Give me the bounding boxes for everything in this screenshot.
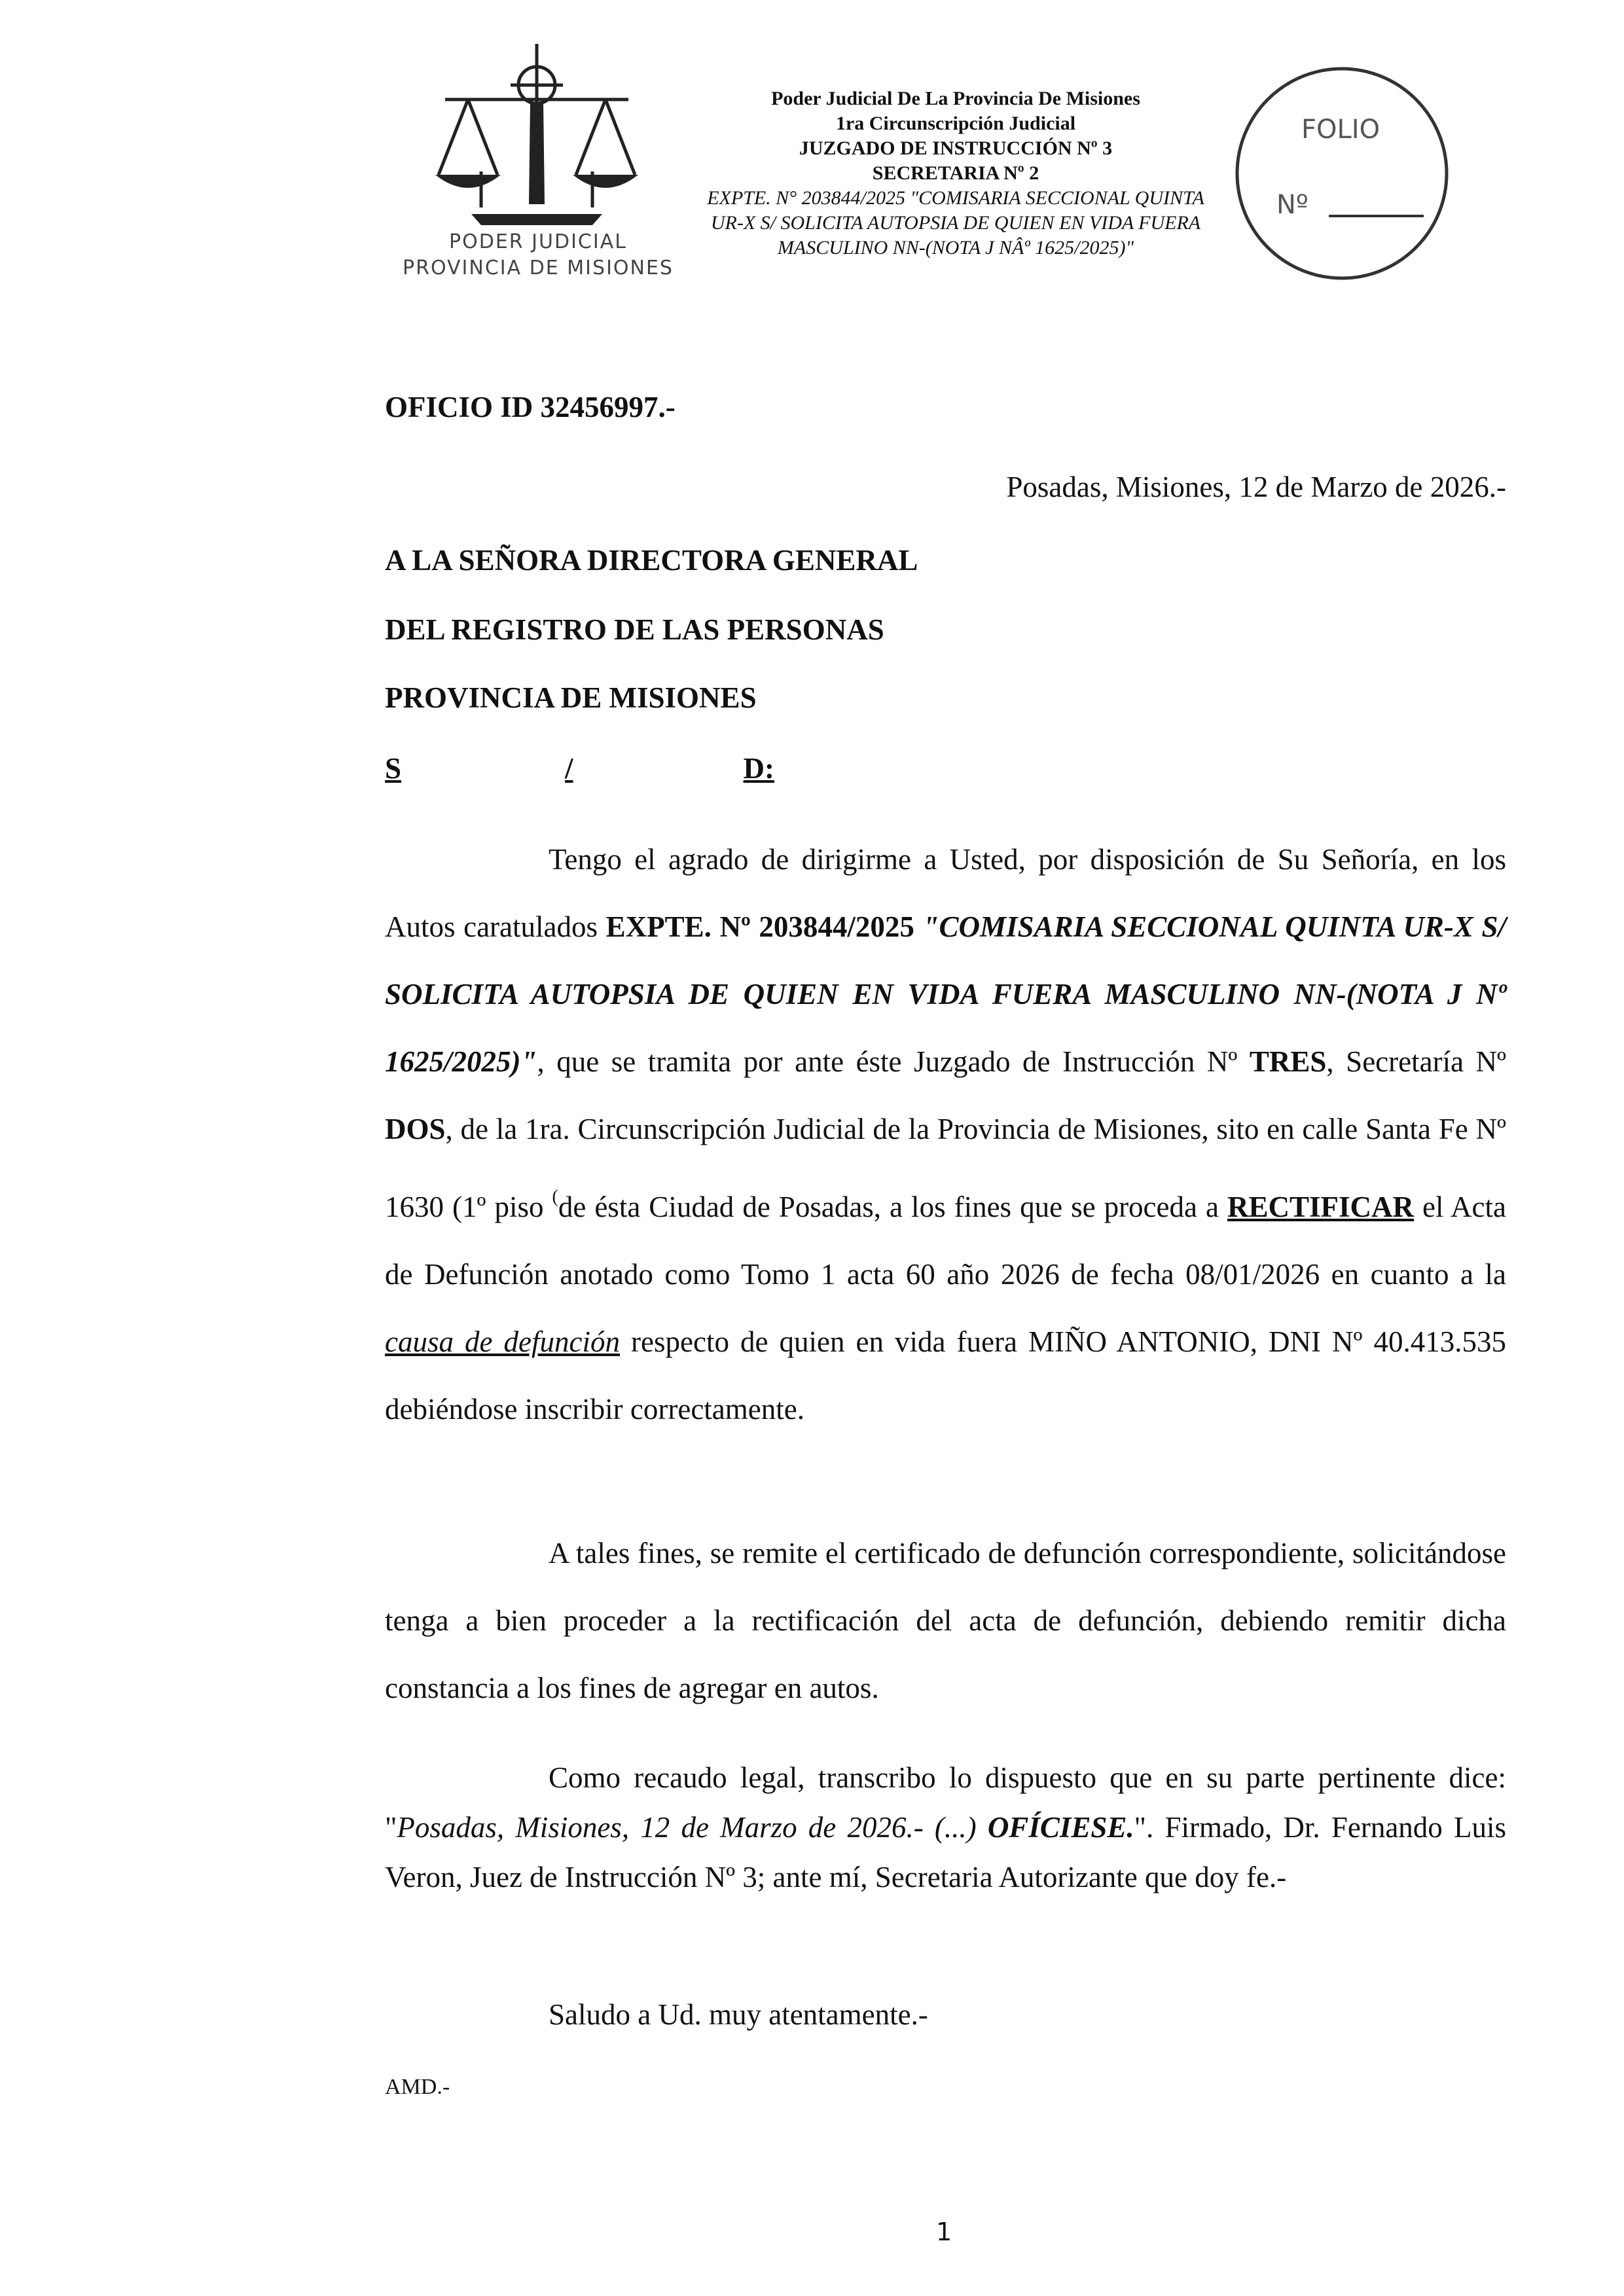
addressee-line-3: PROVINCIA DE MISIONES [385, 681, 757, 714]
sd-d: D: [743, 752, 775, 785]
folio-circle [1231, 62, 1453, 285]
folio-label: FOLIO [1301, 115, 1380, 145]
p1-paren: ( [552, 1187, 558, 1207]
date-place: Posadas, Misiones, 12 de Marzo de 2026.- [1006, 471, 1506, 503]
logo-text-line1: PODER JUDICIAL [449, 230, 627, 253]
p1-text-5: , de la 1ra. Circunscripción Judicial de la Provincia de Misiones, sito en calle Santa Fe Nº 1630 (1º piso [385, 1113, 1506, 1223]
p1-caratula: "COMISARIA SECCIONAL QUINTA UR-X S/ SOLICITA AUTOPSIA DE QUIEN EN VIDA FUERA MASCULINO NN-(NOTA J Nº 1625/2025)" [385, 910, 1506, 1078]
addressee-line-1: A LA SEÑORA DIRECTORA GENERAL [385, 544, 918, 577]
header-line-4: SECRETARIA Nº 2 [872, 162, 1039, 184]
p1-text-2 [914, 910, 923, 943]
p3-text-2 [977, 1811, 988, 1844]
body-paragraph-3 [385, 1753, 1506, 1902]
p1-text-8: respecto de quien en vida fuera MIÑO ANTONIO, DNI Nº 40.413.535 debiéndose inscribir correctamente. [385, 1325, 1506, 1426]
header-line-7: MASCULINO NN-(NOTA J NÂº 1625/2025)" [777, 237, 1134, 259]
sd-s: S [385, 752, 402, 785]
salutation-sd [385, 751, 804, 785]
p1-text-4: , Secretaría Nº [1326, 1045, 1506, 1078]
header-line-1: Poder Judicial De La Provincia De Misiones [771, 88, 1140, 109]
header-line-2: 1ra Circunscripción Judicial [835, 113, 1076, 134]
p1-dos: DOS [385, 1113, 446, 1145]
body-paragraph-2: A tales fines, se remite el certificado de defunción correspondiente, solicitándose tenga a bien proceder a la rectificación del acta de defunción, debiendo remitir dicha constancia a los fines de agregar en autos. [385, 1537, 1506, 1704]
p1-expte: EXPTE. Nº 203844/2025 [605, 910, 914, 943]
p3-text-1: Como recaudo legal, transcribo lo dispuesto que en su parte pertinente dice: " [385, 1761, 1506, 1844]
document-header [655, 86, 1257, 260]
closing-greeting: Saludo a Ud. muy atentamente.- [549, 1998, 928, 2031]
p1-text-1: Tengo el agrado de dirigirme a Usted, por disposición de Su Señoría, en los Autos caratulados [385, 843, 1506, 943]
scales-of-justice-icon [432, 41, 641, 237]
logo-text-line2: PROVINCIA DE MISIONES [403, 257, 674, 279]
p3-quote: Posadas, Misiones, 12 de Marzo de 2026.- (...) [397, 1811, 977, 1844]
p1-tres: TRES [1249, 1045, 1327, 1078]
sd-slash: / [565, 752, 573, 785]
folio-number-label: Nº [1276, 190, 1308, 220]
folio-stamp [1231, 62, 1453, 285]
oficio-id: OFICIO ID 32456997.- [385, 391, 676, 423]
header-line-6: UR-X S/ SOLICITA AUTOPSIA DE QUIEN EN VIDA FUERA [710, 212, 1201, 234]
typist-initials: AMD.- [385, 2075, 450, 2099]
p1-text-3: , que se tramita por ante éste Juzgado de Instrucción Nº [537, 1045, 1250, 1078]
p3-oficiese: OFÍCIESE. [987, 1811, 1134, 1844]
body-paragraph-1 [385, 826, 1506, 1443]
p3-text-3: ". Firmado, Dr. Fernando Luis Veron, Juez de Instrucción Nº 3; ante mí, Secretaria Autorizante que doy fe.- [385, 1811, 1506, 1893]
p1-text-7: el Acta de Defunción anotado como Tomo 1 acta 60 año 2026 de fecha 08/01/2026 en cuanto a la [385, 1191, 1507, 1291]
header-line-5: EXPTE. N° 203844/2025 "COMISARIA SECCIONAL QUINTA [707, 187, 1204, 209]
p1-rectificar: RECTIFICAR [1227, 1191, 1415, 1223]
addressee-line-2: DEL REGISTRO DE LAS PERSONAS [385, 613, 884, 646]
header-line-3: JUZGADO DE INSTRUCCIÓN Nº 3 [799, 137, 1113, 159]
court-logo [401, 41, 676, 289]
page-number: 1 [936, 2217, 952, 2246]
p1-causa: causa de defunción [385, 1325, 620, 1358]
p1-text-6: de ésta Ciudad de Posadas, a los fines que se proceda a [558, 1191, 1227, 1223]
